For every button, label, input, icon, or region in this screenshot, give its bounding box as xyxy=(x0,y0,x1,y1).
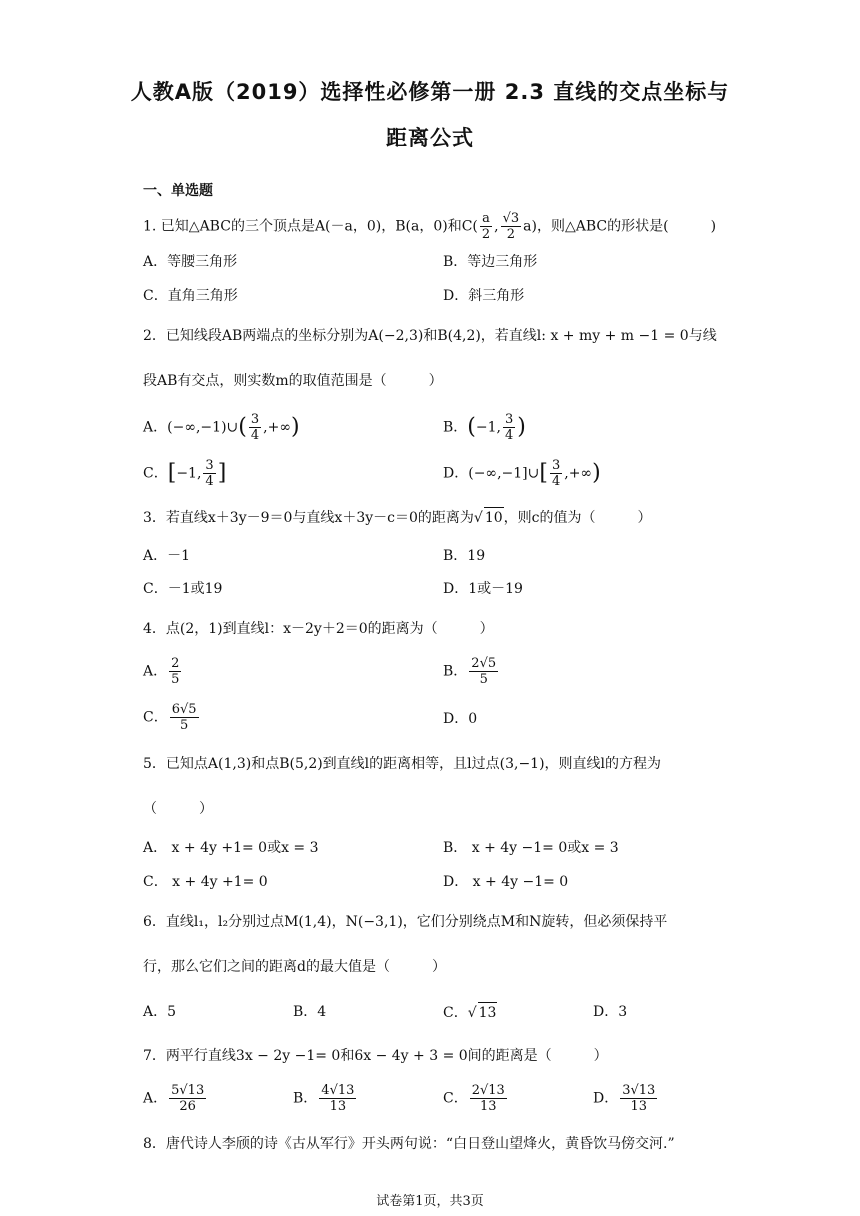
question-2-option-b: B．(−1, $\frac{3}{4}$ ) xyxy=(443,412,526,443)
denominator: 5 xyxy=(179,718,189,733)
sqrt-value: 13 xyxy=(478,1002,498,1023)
question-2-option-c: C．[−1, $\frac{3}{4}$ ] xyxy=(143,458,227,489)
question-2-option-d: D．(−∞,−1]∪[ $\frac{3}{4}$ ,+∞) xyxy=(443,458,601,489)
question-5-option-d: D． x + 4y −1= 0 xyxy=(443,874,569,890)
section-heading: 一、单选题 xyxy=(143,183,213,199)
fraction xyxy=(620,1083,657,1114)
numerator: 3√13 xyxy=(622,1083,656,1098)
question-5-option-b: B． x + 4y −1= 0或x = 3 xyxy=(443,840,619,856)
numerator: √3 xyxy=(502,211,520,226)
fraction xyxy=(503,412,515,443)
question-6-option-c xyxy=(443,1002,497,1023)
question-6-line2: 行，那么它们之间的距离d的最大值是（ ） xyxy=(143,959,446,975)
question-3-text-a: 3．若直线x＋3y－9＝0与直线x＋3y－c＝0的距离为 xyxy=(143,510,474,526)
numerator: 3 xyxy=(504,412,514,427)
option-label: C． xyxy=(443,1090,468,1107)
question-1-option-a: A．等腰三角形 xyxy=(143,254,238,270)
fraction xyxy=(469,656,498,687)
fraction xyxy=(249,412,261,443)
numerator: 3 xyxy=(250,412,260,427)
question-4-option-d: D．0 xyxy=(443,711,478,727)
numerator: 3 xyxy=(205,458,214,473)
question-1-option-b: B．等边三角形 xyxy=(443,254,538,270)
numerator: 3 xyxy=(551,458,561,473)
denominator: 13 xyxy=(630,1099,648,1114)
question-7-option-d xyxy=(593,1083,659,1114)
question-4-option-b xyxy=(443,656,500,687)
question-5-option-a: A． x + 4y +1= 0或x = 3 xyxy=(143,840,319,856)
question-4-option-c xyxy=(143,702,201,733)
question-3-option-a: A．－1 xyxy=(143,548,191,564)
question-5-option-c: C． x + 4y +1= 0 xyxy=(143,874,268,890)
question-3-text-b: ，则c的值为（ ） xyxy=(503,510,652,526)
fraction xyxy=(480,211,492,242)
fraction xyxy=(550,458,562,489)
denominator: 4 xyxy=(250,428,260,443)
question-6-option-a: A．5 xyxy=(143,1004,177,1020)
option-label: D． xyxy=(443,465,469,482)
question-3-option-d: D．1或－19 xyxy=(443,581,523,597)
question-7-option-c xyxy=(443,1083,509,1114)
option-label: A． xyxy=(143,663,168,680)
option-text: (−∞,−1)∪ xyxy=(167,419,239,436)
page-title-line1: 人教A版（2019）选择性必修第一册 2.3 直线的交点坐标与 xyxy=(130,80,730,104)
numerator: 2√5 xyxy=(471,656,497,671)
fraction xyxy=(470,1083,507,1114)
option-label: B． xyxy=(443,419,468,436)
fraction xyxy=(203,458,215,489)
option-label: A． xyxy=(143,1090,168,1107)
option-text: (−∞,−1]∪ xyxy=(468,465,540,482)
question-2-option-a: A．(−∞,−1)∪( $\frac{3}{4}$ ,+∞) xyxy=(143,412,300,443)
question-7-option-b xyxy=(293,1083,358,1114)
denominator: 5 xyxy=(479,672,488,687)
option-label: B． xyxy=(293,1090,318,1107)
question-1-text-a: 1. 已知△ABC的三个顶点是A(－a，0)，B(a，0)和C( xyxy=(143,218,478,235)
denominator: 5 xyxy=(171,672,180,687)
denominator: 2 xyxy=(481,227,491,242)
fraction xyxy=(169,1083,206,1114)
question-3-option-c: C．－1或19 xyxy=(143,581,223,597)
sqrt-value: 10 xyxy=(484,507,504,528)
question-2-line2: 段AB有交点，则实数m的取值范围是（ ） xyxy=(143,373,443,389)
question-7-option-a xyxy=(143,1083,208,1114)
question-2-line1: 2．已知线段AB两端点的坐标分别为A(−2,3)和B(4,2)，若直线l: x + my + m −1 = 0与线 xyxy=(143,328,717,344)
option-text: ,+∞ xyxy=(564,465,593,482)
question-5-line1: 5．已知点A(1,3)和点B(5,2)到直线l的距离相等，且l过点(3,−1)，则直线l的方程为 xyxy=(143,756,662,772)
numerator: 5√13 xyxy=(171,1083,205,1098)
question-7-stem: 7．两平行直线3x − 2y −1= 0和6x − 4y + 3 = 0间的距离是（ ） xyxy=(143,1048,608,1064)
question-5-line2: （ ） xyxy=(143,801,213,817)
question-8-stem: 8．唐代诗人李颀的诗《古从军行》开头两句说：“白日登山望烽火，黄昏饮马傍交河.” xyxy=(143,1136,675,1152)
fraction xyxy=(501,211,522,242)
question-6-option-d: D．3 xyxy=(593,1004,628,1020)
sqrt-sign xyxy=(474,510,483,526)
option-label: D． xyxy=(593,1090,619,1107)
page-title-line2: 距离公式 xyxy=(386,126,474,150)
question-3-option-b: B．19 xyxy=(443,548,486,564)
numerator: 2√13 xyxy=(471,1083,505,1098)
denominator: 13 xyxy=(480,1099,497,1114)
denominator: 2 xyxy=(506,227,516,242)
question-1-stem: 1. 已知△ABC的三个顶点是A(－a，0)，B(a，0)和C( $\frac{a}{2}$ , $\frac{√3}{2}$ a)，则△ABC的形状是( ) xyxy=(143,211,717,242)
fraction xyxy=(169,656,181,687)
denominator: 26 xyxy=(179,1099,196,1114)
denominator: 13 xyxy=(329,1099,347,1114)
numerator: 4√13 xyxy=(321,1083,355,1098)
numerator: 2 xyxy=(171,656,180,671)
option-label: C． xyxy=(443,1005,468,1021)
page-footer: 试卷第1页，共3页 xyxy=(376,1194,484,1209)
option-label: C． xyxy=(143,709,168,726)
option-text: −1, xyxy=(475,419,501,436)
option-text: −1, xyxy=(176,465,202,482)
fraction xyxy=(319,1083,356,1114)
option-label: B． xyxy=(443,663,468,680)
question-1-option-d: D．斜三角形 xyxy=(443,288,525,304)
question-4-option-a xyxy=(143,656,183,687)
question-6-line1: 6．直线l₁，l₂分别过点M(1,4)，N(−3,1)，它们分别绕点M和N旋转，但必须保持平 xyxy=(143,914,668,930)
denominator: 4 xyxy=(205,474,214,489)
option-label: C． xyxy=(143,465,168,482)
denominator: 4 xyxy=(551,474,561,489)
question-6-option-b: B．4 xyxy=(293,1004,327,1020)
question-1-text-b: a)，则△ABC的形状是( ) xyxy=(523,218,717,235)
option-text: ,+∞ xyxy=(263,419,291,436)
numerator: a xyxy=(482,211,490,226)
question-3-stem xyxy=(143,507,723,528)
question-1-option-c: C．直角三角形 xyxy=(143,288,238,304)
question-4-stem: 4．点(2，1)到直线l：x－2y＋2＝0的距离为（ ） xyxy=(143,621,494,637)
numerator: 6√5 xyxy=(171,702,197,717)
denominator: 4 xyxy=(504,428,514,443)
sqrt-sign xyxy=(468,1005,477,1021)
fraction xyxy=(170,702,199,733)
option-label: A． xyxy=(143,419,168,436)
